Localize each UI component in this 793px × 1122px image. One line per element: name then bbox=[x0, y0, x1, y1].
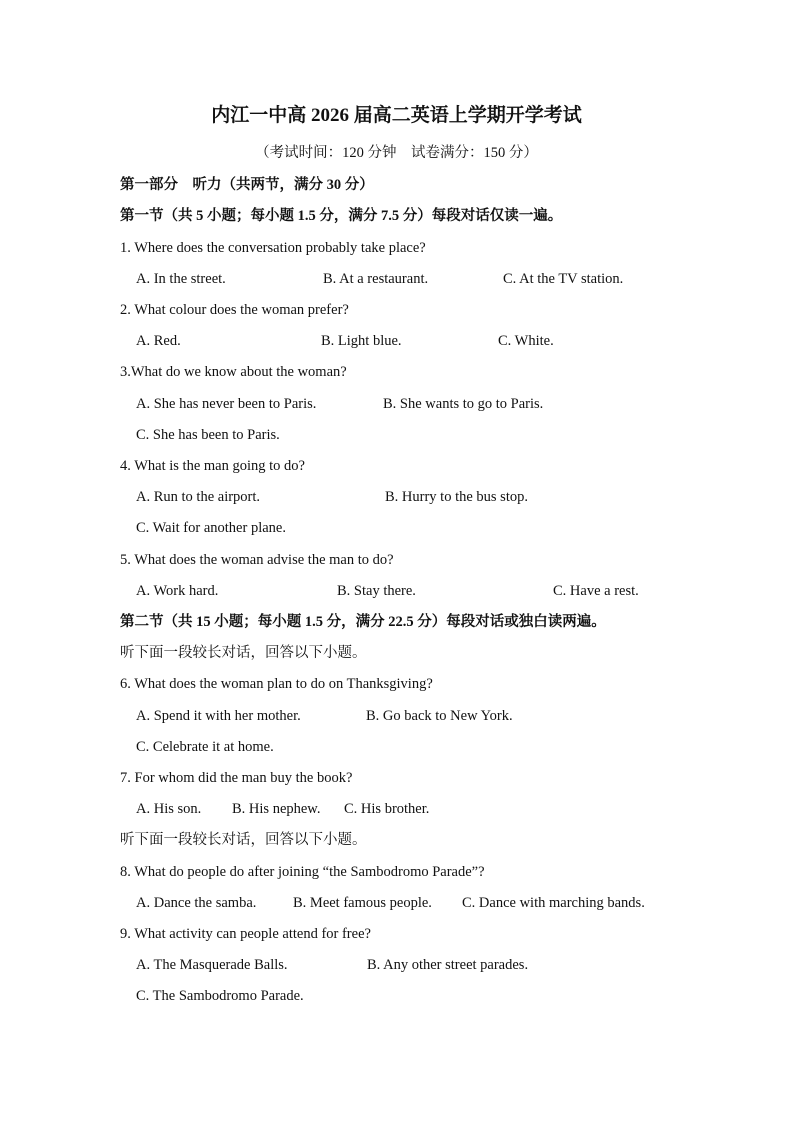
q6-option-b: B. Go back to New York. bbox=[366, 708, 513, 724]
q4-option-b: B. Hurry to the bus stop. bbox=[385, 489, 528, 505]
q7-option-c: C. His brother. bbox=[344, 801, 430, 817]
listening-instruction-2: 听下面一段较长对话，回答以下小题。 bbox=[120, 832, 367, 848]
listening-instruction-1: 听下面一段较长对话，回答以下小题。 bbox=[120, 645, 367, 661]
q8-option-b: B. Meet famous people. bbox=[293, 895, 432, 911]
q8-option-a: A. Dance the samba. bbox=[136, 895, 257, 911]
q7-option-a: A. His son. bbox=[136, 801, 202, 817]
question-1: 1. Where does the conversation probably take place? bbox=[120, 240, 426, 256]
part1-heading: 第一部分 听力（共两节，满分 30 分） bbox=[120, 177, 374, 193]
q9-option-c: C. The Sambodromo Parade. bbox=[136, 988, 304, 1004]
q1-option-c: C. At the TV station. bbox=[503, 271, 624, 287]
question-9: 9. What activity can people attend for free? bbox=[120, 926, 371, 942]
section1-heading: 第一节（共 5 小题；每小题 1.5 分，满分 7.5 分）每段对话仅读一遍。 bbox=[120, 208, 563, 224]
q3-option-c: C. She has been to Paris. bbox=[136, 427, 280, 443]
q8-option-c: C. Dance with marching bands. bbox=[462, 895, 645, 911]
question-6: 6. What does the woman plan to do on Thanksgiving? bbox=[120, 676, 433, 692]
q2-option-c: C. White. bbox=[498, 333, 554, 349]
q5-option-c: C. Have a rest. bbox=[553, 583, 639, 599]
question-8: 8. What do people do after joining “the Sambodromo Parade”? bbox=[120, 864, 485, 880]
question-5: 5. What does the woman advise the man to do? bbox=[120, 552, 394, 568]
q4-option-a: A. Run to the airport. bbox=[136, 489, 261, 505]
section2-heading: 第二节（共 15 小题；每小题 1.5 分，满分 22.5 分）每段对话或独白读两遍。 bbox=[120, 614, 606, 630]
question-3: 3.What do we know about the woman? bbox=[120, 364, 347, 380]
question-2: 2. What colour does the woman prefer? bbox=[120, 302, 349, 318]
question-4: 4. What is the man going to do? bbox=[120, 458, 305, 474]
q1-option-b: B. At a restaurant. bbox=[323, 271, 429, 287]
q9-option-a: A. The Masquerade Balls. bbox=[136, 957, 288, 973]
q3-option-b: B. She wants to go to Paris. bbox=[383, 396, 544, 412]
q6-option-c: C. Celebrate it at home. bbox=[136, 739, 274, 755]
exam-title: 内江一中高 2026 届高二英语上学期开学考试 bbox=[211, 105, 582, 126]
q3-option-a: A. She has never been to Paris. bbox=[136, 396, 317, 412]
q5-option-a: A. Work hard. bbox=[136, 583, 219, 599]
q5-option-b: B. Stay there. bbox=[337, 583, 416, 599]
q9-option-b: B. Any other street parades. bbox=[367, 957, 529, 973]
q4-option-c: C. Wait for another plane. bbox=[136, 520, 286, 536]
q7-option-b: B. His nephew. bbox=[232, 801, 321, 817]
q1-option-a: A. In the street. bbox=[136, 271, 226, 287]
q2-option-b: B. Light blue. bbox=[321, 333, 402, 349]
q6-option-a: A. Spend it with her mother. bbox=[136, 708, 301, 724]
q2-option-a: A. Red. bbox=[136, 333, 181, 349]
question-7: 7. For whom did the man buy the book? bbox=[120, 770, 353, 786]
exam-subtitle: （考试时间：120 分钟 试卷满分：150 分） bbox=[255, 145, 538, 161]
